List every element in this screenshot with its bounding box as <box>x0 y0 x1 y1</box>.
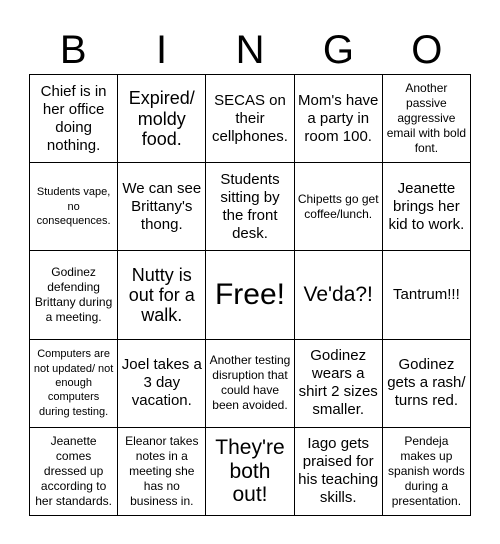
bingo-cell[interactable]: Nutty is out for a walk. <box>118 251 206 339</box>
bingo-cell[interactable]: Chipetts go get coffee/lunch. <box>295 163 383 251</box>
bingo-cell[interactable]: Students vape, no consequences. <box>30 163 118 251</box>
bingo-cell[interactable]: Mom's have a party in room 100. <box>295 75 383 163</box>
bingo-cell[interactable]: Computers are not updated/ not enough computers during testing. <box>30 340 118 428</box>
header-letter-i: I <box>156 28 168 72</box>
bingo-cell[interactable]: Godinez wears a shirt 2 sizes smaller. <box>295 340 383 428</box>
bingo-cell[interactable]: Ve'da?! <box>295 251 383 339</box>
bingo-cell[interactable]: Jeanette comes dressed up according to her standards. <box>30 428 118 516</box>
bingo-cell[interactable]: Expired/ moldy food. <box>118 75 206 163</box>
header-letter-b: B <box>59 28 87 72</box>
bingo-cell[interactable]: Iago gets praised for his teaching skills. <box>295 428 383 516</box>
bingo-cell[interactable]: Another passive aggressive email with bold font. <box>383 75 471 163</box>
bingo-header <box>29 28 471 72</box>
header-letter-n: N <box>235 28 265 72</box>
bingo-cell-free[interactable]: Free! <box>206 251 294 339</box>
bingo-cell[interactable]: Chief is in her office doing nothing. <box>30 75 118 163</box>
header-letter-g: G <box>322 28 354 72</box>
bingo-grid <box>29 74 471 516</box>
bingo-cell[interactable]: Pendeja makes up spanish words during a presentation. <box>383 428 471 516</box>
bingo-cell[interactable]: Joel takes a 3 day vacation. <box>118 340 206 428</box>
bingo-cell[interactable]: Another testing disruption that could have been avoided. <box>206 340 294 428</box>
bingo-cell[interactable]: Jeanette brings her kid to work. <box>383 163 471 251</box>
bingo-cell[interactable]: Students sitting by the front desk. <box>206 163 294 251</box>
bingo-cell[interactable]: Tantrum!!! <box>383 251 471 339</box>
bingo-cell[interactable]: Eleanor takes notes in a meeting she has no business in. <box>118 428 206 516</box>
bingo-cell[interactable]: Godinez gets a rash/ turns red. <box>383 340 471 428</box>
bingo-cell[interactable]: SECAS on their cellphones. <box>206 75 294 163</box>
bingo-cell[interactable]: They're both out! <box>206 428 294 516</box>
bingo-cell[interactable]: We can see Brittany's thong. <box>118 163 206 251</box>
bingo-cell[interactable]: Godinez defending Brittany during a meeting. <box>30 251 118 339</box>
header-letter-o: O <box>411 28 443 72</box>
